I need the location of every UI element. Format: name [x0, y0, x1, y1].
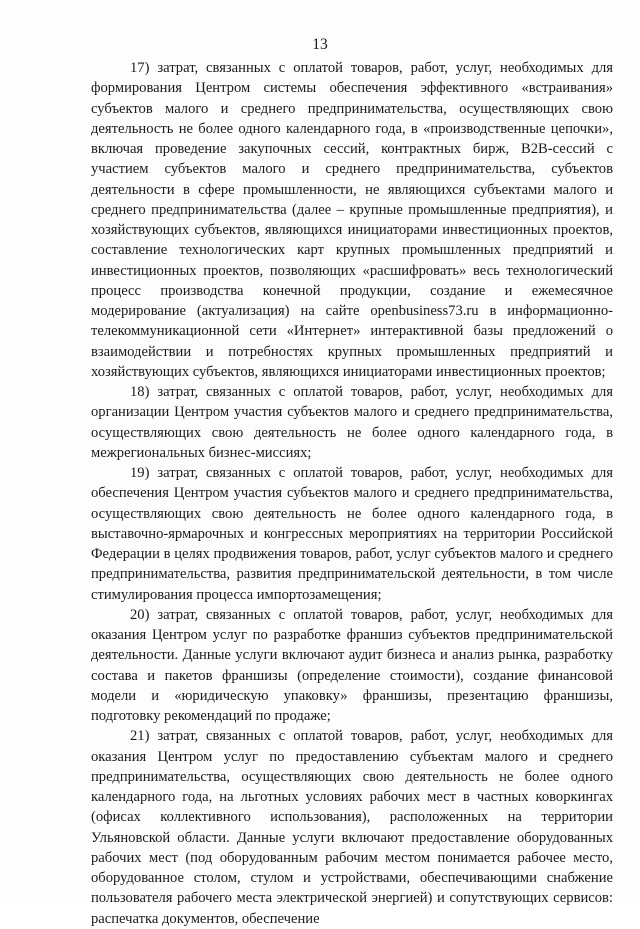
paragraph-item-20: 20) затрат, связанных с оплатой товаров, работ, услуг, необходимых для оказания Центром услуг по разработке франшиз субъектов предпринимательской деятельности. Данные услуги включают аудит бизнеса и анализ рынка, разработку состава и пакетов франшизы (определение стоимости), создание финансовой модели и «юридическую упаковку» франшизы, презентацию франшизы, подготовку рекомендаций по продаже;: [91, 606, 613, 724]
paragraph-item-19: 19) затрат, связанных с оплатой товаров, работ, услуг, необходимых для обеспечения Центром участия субъектов малого и среднего предпринимательства, осуществляющих свою деятельность не более одного календарного года, в выставочно-ярмарочных и конгрессных мероприятиях на территории Российской Федерации в целях продвижения товаров, работ, услуг субъектов малого и среднего предпринимательства, развития предпринимательской деятельности, в том числе стимулирования процесса импортозамещения;: [91, 465, 613, 603]
page-number: 13: [312, 36, 328, 53]
paragraph-item-21: 21) затрат, связанных с оплатой товаров, работ, услуг, необходимых для оказания Центром услуг по предоставлению субъектам малого и среднего предпринимательства, осуществляющих свою деятельность не более одного календарного года, на льготных условиях рабочих мест в частных коворкингах (офисах коллективного использования), расположенных на территории Ульяновской области. Данные услуги включают предоставление оборудованных рабочих мест (под оборудованным рабочим местом понимается рабочее место, оборудованное столом, стулом и устройствами, обеспечивающими снабжение пользователя рабочего места электрической энергией) и сопутствующих сервисов: распечатка документов, обеспечение: [91, 728, 613, 927]
document-body: [91, 58, 613, 929]
paragraph-item-18: 18) затрат, связанных с оплатой товаров, работ, услуг, необходимых для организации Центром участия субъектов малого и среднего предпринимательства, осуществляющих свою деятельность не более одного календарного года, в межрегиональных бизнес-миссиях;: [91, 384, 613, 461]
paragraph-item-17: 17) затрат, связанных с оплатой товаров, работ, услуг, необходимых для формирования Центром системы обеспечения эффективного «встраивания» субъектов малого и среднего предпринимательства, осуществляющих свою деятельность не более одного календарного года, в «производственные цепочки», включая проведение закупочных сессий, контрактных бирж, B2B-сессий с участием субъектов малого и среднего предпринимательства, субъектов деятельности в сфере промышленности, не являющихся субъектами малого и среднего предпринимательства (далее – крупные промышленные предприятия), и хозяйствующих субъектов, являющихся инициаторами инвестиционных проектов, составление технологических карт крупных промышленных предприятий и инвестиционных проектов, позволяющих «расшифровать» весь технологический процесс производства конечной продукции, создание и ежемесячное модерирование (актуализация) на сайте openbusiness73.ru в информационно-телекоммуникационной сети «Интернет» интерактивной базы предложений о взаимодействии и потребностях крупных промышленных предприятий и хозяйствующих субъектов, являющихся инициаторами инвестиционных проектов;: [91, 60, 613, 380]
